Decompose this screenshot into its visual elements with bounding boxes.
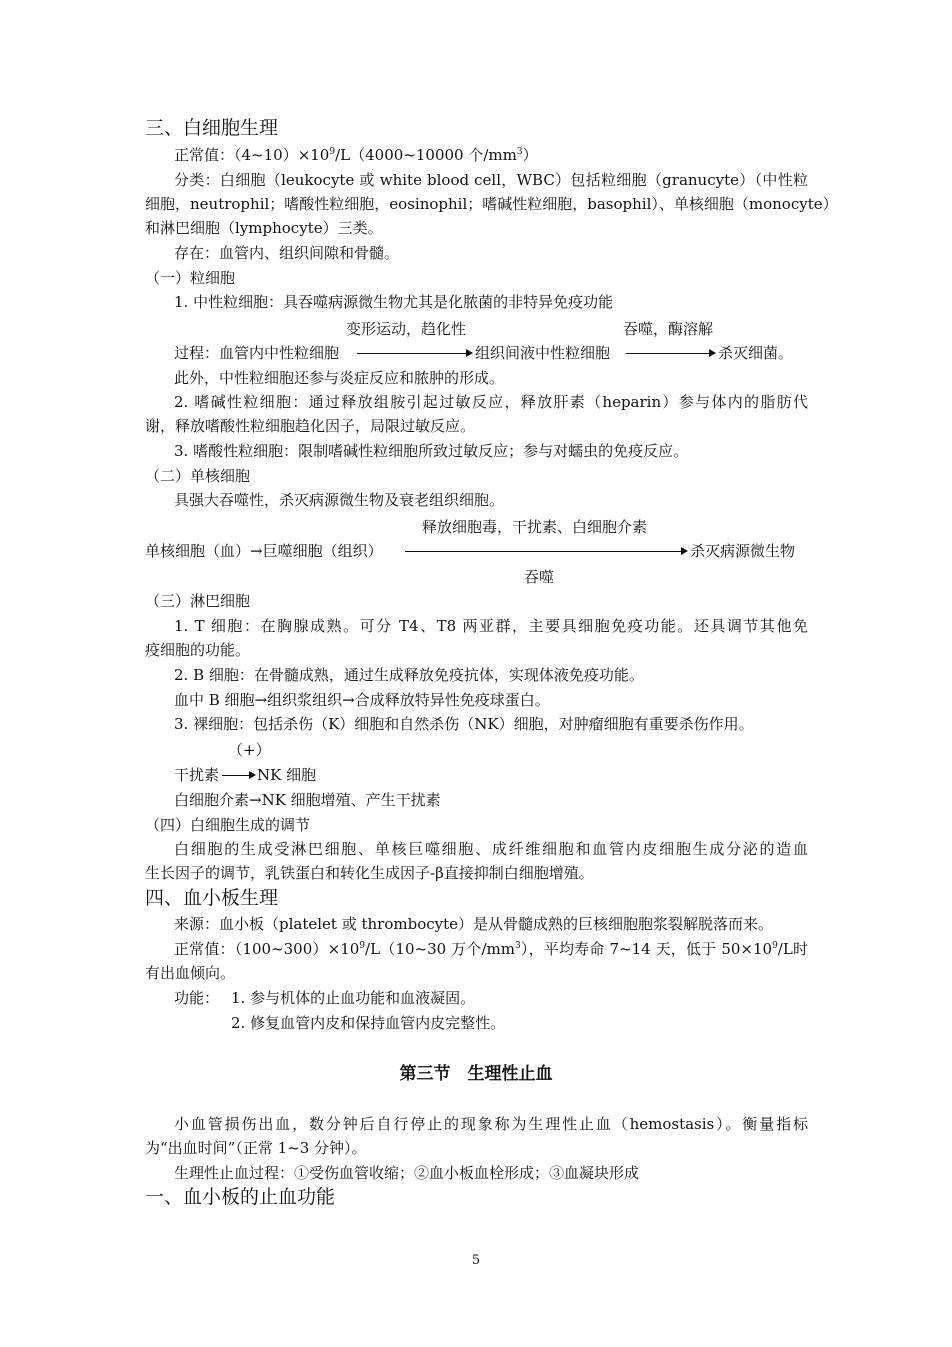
monocyte-flow-end: 杀灭病源微生物: [690, 542, 796, 560]
monocyte-flow-start: 单核细胞（血）→巨噬细胞（组织）: [145, 542, 383, 560]
platelet-function-label: 功能：: [174, 989, 220, 1007]
regulation-line-2: 生长因子的调节，乳铁蛋白和转化生成因子-β直接抑制白细胞增殖。: [145, 864, 594, 882]
heading-platelet-hemostasis: 一、血小板的止血功能: [145, 1186, 336, 1208]
platelet-function-2: 2. 修复血管内皮和保持血管内皮完整性。: [231, 1014, 506, 1032]
platelet-source: 来源：血小板（platelet 或 thrombocyte）是从骨髓成熟的巨核细胞胞浆裂解脱落而来。: [174, 915, 774, 933]
subheading-granulocyte: （一）粒细胞: [145, 269, 236, 287]
section-heading-leukocyte: 三、白细胞生理: [145, 117, 279, 139]
leukocyte-normal-value: 正常值：$(4\sim 10)\times 10^9/L(4000\sim 10000$ 个$/mm^3$）: [174, 146, 538, 164]
hemostasis-line-1: 小血管损伤出血，数分钟后自行停止的现象称为生理性止血（hemostasis）。衡量指标: [174, 1115, 808, 1133]
hemostasis-line-2: 为“出血时间”（正常 1~3 分钟）。: [145, 1139, 367, 1157]
monocyte-arrow-label-below: 吞噬: [524, 568, 555, 586]
classification-line-3: 和淋巴细胞（lymphocyte）三类。: [145, 219, 383, 237]
section-heading-platelet: 四、血小板生理: [145, 887, 279, 909]
b-cell-line-1: 2. B 细胞：在骨髓成熟，通过生成释放免疫抗体，实现体液免疫功能。: [174, 666, 644, 684]
basophil-line-2: 谢，释放嗜酸性粒细胞趋化因子，局限过敏反应。: [145, 417, 476, 435]
classification-line-2: 细胞，neutrophil；嗜酸性粒细胞，eosinophil；嗜碱性粒细胞，basophil）、单核细胞（monocyte）: [145, 195, 838, 213]
null-cell-line: 3. 裸细胞：包括杀伤（K）细胞和自然杀伤（NK）细胞，对肿瘤细胞有重要杀伤作用。: [174, 715, 754, 733]
page-number: 5: [471, 1253, 481, 1268]
subheading-regulation: （四）白细胞生成的调节: [145, 816, 311, 834]
b-cell-line-2: 血中 B 细胞→组织浆组织→合成释放特异性免疫球蛋白。: [174, 691, 550, 709]
nk-cell-label: NK 细胞: [257, 766, 317, 784]
subheading-lymphocyte: （三）淋巴细胞: [145, 592, 251, 610]
interferon-label: 干扰素: [174, 766, 220, 784]
neutrophil-extra: 此外，中性粒细胞还参与炎症反应和脓肿的形成。: [174, 369, 505, 387]
regulation-line-1: 白细胞的生成受淋巴细胞、单核巨噬细胞、成纤维细胞和血管内皮细胞生成分泌的造血: [174, 840, 808, 858]
interferon-arrow: [222, 775, 250, 776]
eosinophil-line: 3. 嗜酸性粒细胞：限制嗜碱性粒细胞所致过敏反应；参与对蠕虫的免疫反应。: [174, 442, 689, 460]
classification-line-1: 分类：白细胞（leukocyte 或 white blood cell，WBC）包括粒细胞（granucyte）（中性粒: [174, 171, 808, 189]
platelet-bleeding-tendency: 有出血倾向。: [145, 964, 236, 982]
process-arrow-1: [357, 353, 467, 354]
process-start: 过程：血管内中性粒细胞: [174, 344, 340, 362]
arrow-label-chemotaxis: 变形运动，趋化性: [346, 320, 467, 338]
process-end: 杀灭细菌。: [718, 344, 794, 362]
monocyte-arrow-label-above: 释放细胞毒，干扰素、白细胞介素: [422, 518, 648, 536]
neutrophil-line: 1. 中性粒细胞：具吞噬病源微生物尤其是化脓菌的非特异免疫功能: [174, 293, 614, 311]
process-middle: 组织间液中性粒细胞: [475, 344, 611, 362]
t-cell-line-2: 疫细胞的功能。: [145, 641, 251, 659]
t-cell-line-1: 1. T 细胞：在胸腺成熟。可分 T4、T8 两亚群，主要具细胞免疫功能。还具调节其他免: [174, 617, 808, 635]
plus-label: （+）: [228, 741, 271, 759]
section-3-title: 第三节 生理性止血: [399, 1064, 553, 1084]
monocyte-desc: 具强大吞噬性，杀灭病源微生物及衰老组织细胞。: [174, 491, 505, 509]
arrow-label-phagocytosis: 吞噬，酶溶解: [623, 320, 714, 338]
hemostasis-process: 生理性止血过程：①受伤血管收缩；②血小板血栓形成；③血凝块形成: [174, 1164, 640, 1182]
platelet-normal-value: 正常值：$(100\sim 300)\times 10^9/L(10\sim 30$ 万个$/mm^3$），平均寿命 7~14 天，低于 $50\times 10^9/L$时: [174, 940, 808, 958]
subheading-monocyte: （二）单核细胞: [145, 467, 251, 485]
process-arrow-2: [626, 353, 710, 354]
existence-line: 存在：血管内、组织间隙和骨髓。: [174, 244, 400, 262]
monocyte-flow-arrow: [405, 551, 682, 552]
basophil-line-1: 2. 嗜碱性粒细胞：通过释放组胺引起过敏反应，释放肝素（heparin）参与体内的脂肪代: [174, 393, 808, 411]
platelet-function-1: 1. 参与机体的止血功能和血液凝固。: [231, 989, 476, 1007]
interleukin-line: 白细胞介素→NK 细胞增殖、产生干扰素: [174, 791, 441, 809]
